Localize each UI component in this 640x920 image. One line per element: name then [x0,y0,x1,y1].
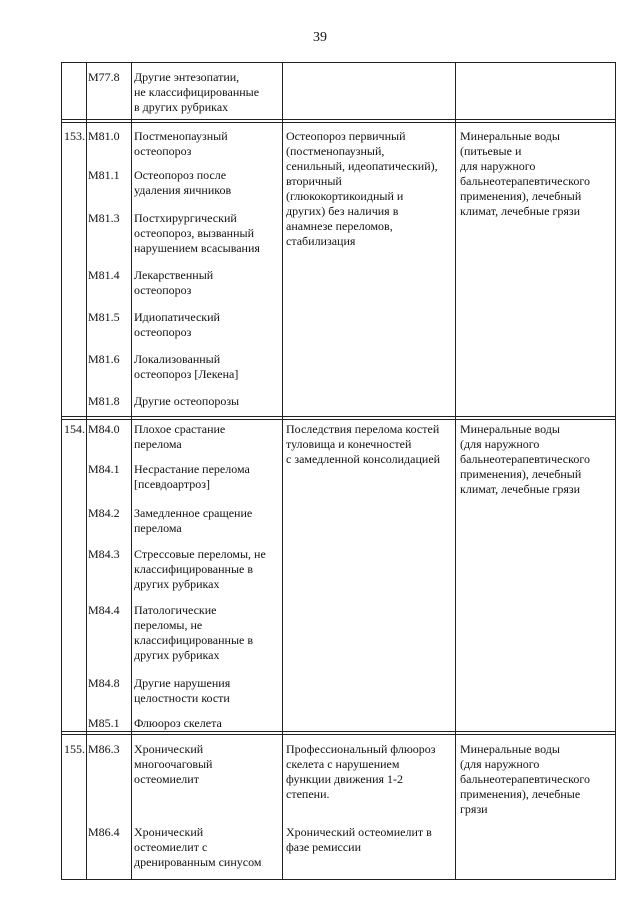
row-border [61,419,616,420]
diagnosis-name: Плохое срастание перелома [134,422,226,451]
row-border [61,416,616,417]
icd-code: M84.8 [88,676,120,690]
icd-code: M77.8 [88,70,120,84]
icd-code: M81.5 [88,310,120,324]
icd-code: M81.1 [88,168,120,182]
diagnosis-name: Хронический остеомиелит с дренированным синусом [134,825,262,869]
diagnosis-name: Другие энтезопатии, не классифицированные в других рубриках [134,70,260,114]
icd-code: M81.0 [88,129,120,143]
diagnosis-name: Остеопороз после удаления яичников [134,168,232,197]
clinical-conditions: Последствия перелома костей туловища и конечностей с замедленной консолидацией [286,422,441,466]
diagnosis-name: Лекарственный остеопороз [134,268,214,297]
row-border [61,879,616,880]
diagnosis-name: Несрастание перелома [псевдоартроз] [134,462,250,491]
row-border [61,734,616,735]
icd-code: M85.1 [88,716,120,730]
diagnosis-name: Идиопатический остеопороз [134,310,220,339]
row-border [61,122,616,123]
diagnosis-name: Флюороз скелета [134,716,222,730]
treatment-factors: Минеральные воды (для наружного бальнеотерапевтического применения), лечебные грязи [460,742,590,816]
icd-code: M86.4 [88,825,120,839]
diagnosis-name: Стрессовые переломы, не классифицированные в других рубриках [134,547,266,591]
diagnosis-name: Хронический многоочаговый остеомиелит [134,742,213,786]
diagnosis-name: Локализованный остеопороз [Лекена] [134,352,239,381]
treatment-factors: Минеральные воды (питьевые и для наружного бальнеотерапевтического применения), лечебный климат, лечебные грязи [460,129,590,218]
diagnosis-name: Постхирургический остеопороз, вызванный нарушением всасывания [134,211,260,255]
clinical-conditions: Профессиональный флюороз скелета с нарушением функции движения 1-2 степени. [286,742,436,801]
icd-code: M81.3 [88,211,120,225]
row-border [61,731,616,732]
treatment-table [61,62,616,879]
treatment-factors: Минеральные воды (для наружного бальнеотерапевтического применения), лечебный климат, лечебные грязи [460,422,590,496]
row-number: 154. [64,422,85,436]
diagnosis-name: Патологические переломы, не классифицированные в других рубриках [134,603,253,662]
diagnosis-name: Другие остеопорозы [134,394,240,408]
icd-code: M81.6 [88,352,120,366]
clinical-conditions: Хронический остеомиелит в фазе ремиссии [286,825,432,854]
column-border [86,62,87,879]
diagnosis-name: Другие нарушения целостности кости [134,676,231,705]
icd-code: M86.3 [88,742,120,756]
column-border [282,62,283,879]
icd-code: M84.3 [88,547,120,561]
icd-code: M84.2 [88,506,120,520]
clinical-conditions: Остеопороз первичный (постменопаузный, сенильный, идеопатический), вторичный (глюкокортикоидный и других) без наличия в анамнезе переломов, стабилизация [286,129,438,248]
column-border [131,62,132,879]
diagnosis-name: Постменопаузный остеопороз [134,129,228,158]
row-border [61,119,616,120]
diagnosis-name: Замедленное сращение перелома [134,506,253,535]
icd-code: M84.1 [88,462,120,476]
row-number: 155. [64,742,85,756]
page-number: 39 [313,30,327,45]
icd-code: M81.8 [88,394,120,408]
row-border [61,62,616,63]
column-border [455,62,456,879]
icd-code: M84.4 [88,603,120,617]
icd-code: M81.4 [88,268,120,282]
column-border [615,62,616,879]
icd-code: M84.0 [88,422,120,436]
row-number: 153. [64,129,85,143]
